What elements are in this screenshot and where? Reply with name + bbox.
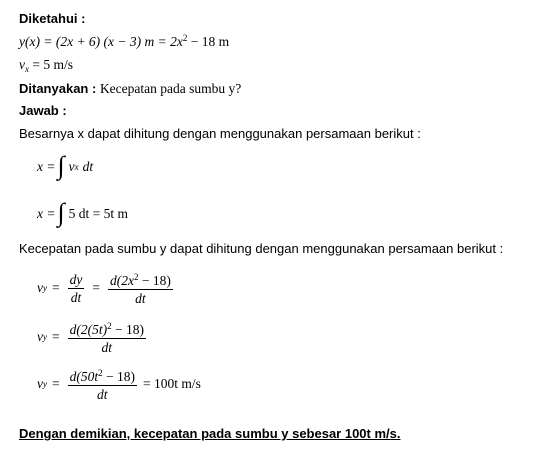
answer-heading: Jawab : — [19, 103, 67, 118]
num-exponent: 2 — [98, 368, 103, 378]
eq5-sub: y — [43, 379, 47, 389]
fraction-denominator: dt — [70, 289, 82, 305]
fraction-dy-dt — [68, 272, 85, 305]
conclusion-text: Dengan demikian, kecepatan pada sumbu y sebesar 100t m/s. — [19, 426, 401, 441]
eq1-sub: x — [74, 162, 79, 172]
equation-vy-derivative — [37, 270, 176, 306]
num-part: − 18) — [102, 369, 135, 384]
eq3-equals-2: = — [92, 280, 100, 295]
eq1-dt: dt — [82, 159, 94, 174]
eq2-body: 5 dt = 5t m — [68, 206, 128, 221]
equation-x-result — [37, 198, 128, 227]
integral-sign-icon: ∫ — [57, 198, 65, 227]
vx-variable: v — [19, 57, 25, 72]
num-exponent: 2 — [134, 272, 139, 282]
intro-x-text: Besarnya x dapat dihitung dengan menggunakan persamaan berikut : — [19, 126, 421, 141]
eq4-var: v — [37, 329, 43, 344]
fraction-d-50t2 — [68, 366, 137, 402]
vx-value: = 5 m/s — [29, 57, 73, 72]
eq1-var: v — [68, 159, 75, 174]
eq4-equals: = — [52, 329, 60, 344]
num-part: d(50t — [69, 369, 99, 384]
eq1-lhs: x = — [37, 159, 56, 174]
eq2-lhs: x = — [37, 206, 56, 221]
num-part: d(2(5t) — [69, 322, 108, 337]
asked-line — [19, 81, 241, 97]
known-y-equation — [19, 33, 229, 50]
fraction-denominator: dt — [135, 291, 146, 306]
fraction-denominator: dt — [97, 387, 108, 402]
known-heading: Diketahui : — [19, 11, 86, 26]
known-vx-equation — [19, 57, 73, 74]
fraction-d-2x2 — [108, 270, 173, 306]
eq5-equals: = — [52, 376, 60, 391]
eq4-sub: y — [43, 332, 47, 342]
eq5-var: v — [37, 376, 43, 391]
eq5-rhs: = 100t m/s — [142, 376, 201, 391]
fraction-numerator — [68, 319, 146, 339]
equation-vy-substitution — [37, 319, 149, 355]
y-equation-lhs: y(x) = (2x + 6) (x − 3) m = 2x — [19, 34, 183, 49]
fraction-numerator — [68, 366, 137, 386]
eq3-var: v — [37, 280, 43, 295]
intro-y-text: Kecepatan pada sumbu y dapat dihitung dengan menggunakan persamaan berikut : — [19, 241, 504, 256]
num-part: d(2x — [110, 273, 134, 288]
eq3-equals: = — [52, 280, 60, 295]
y-equation-exponent: 2 — [182, 33, 188, 43]
fraction-denominator: dt — [101, 340, 113, 355]
num-exponent: 2 — [107, 321, 112, 331]
num-part: − 18) — [111, 322, 144, 337]
equation-x-integral — [37, 151, 94, 180]
y-equation-rhs: − 18 m — [187, 34, 230, 49]
fraction-numerator — [108, 270, 173, 290]
eq3-sub: y — [43, 283, 47, 293]
asked-text: Kecepatan pada sumbu y? — [99, 81, 242, 96]
num-part: − 18) — [138, 273, 171, 288]
integral-sign-icon: ∫ — [57, 151, 65, 180]
asked-label: Ditanyakan : — [19, 81, 97, 96]
fraction-numerator: dy — [69, 271, 83, 287]
vx-subscript: x — [25, 64, 29, 74]
equation-vy-result — [37, 366, 201, 402]
fraction-d-2-5t2 — [68, 319, 146, 355]
